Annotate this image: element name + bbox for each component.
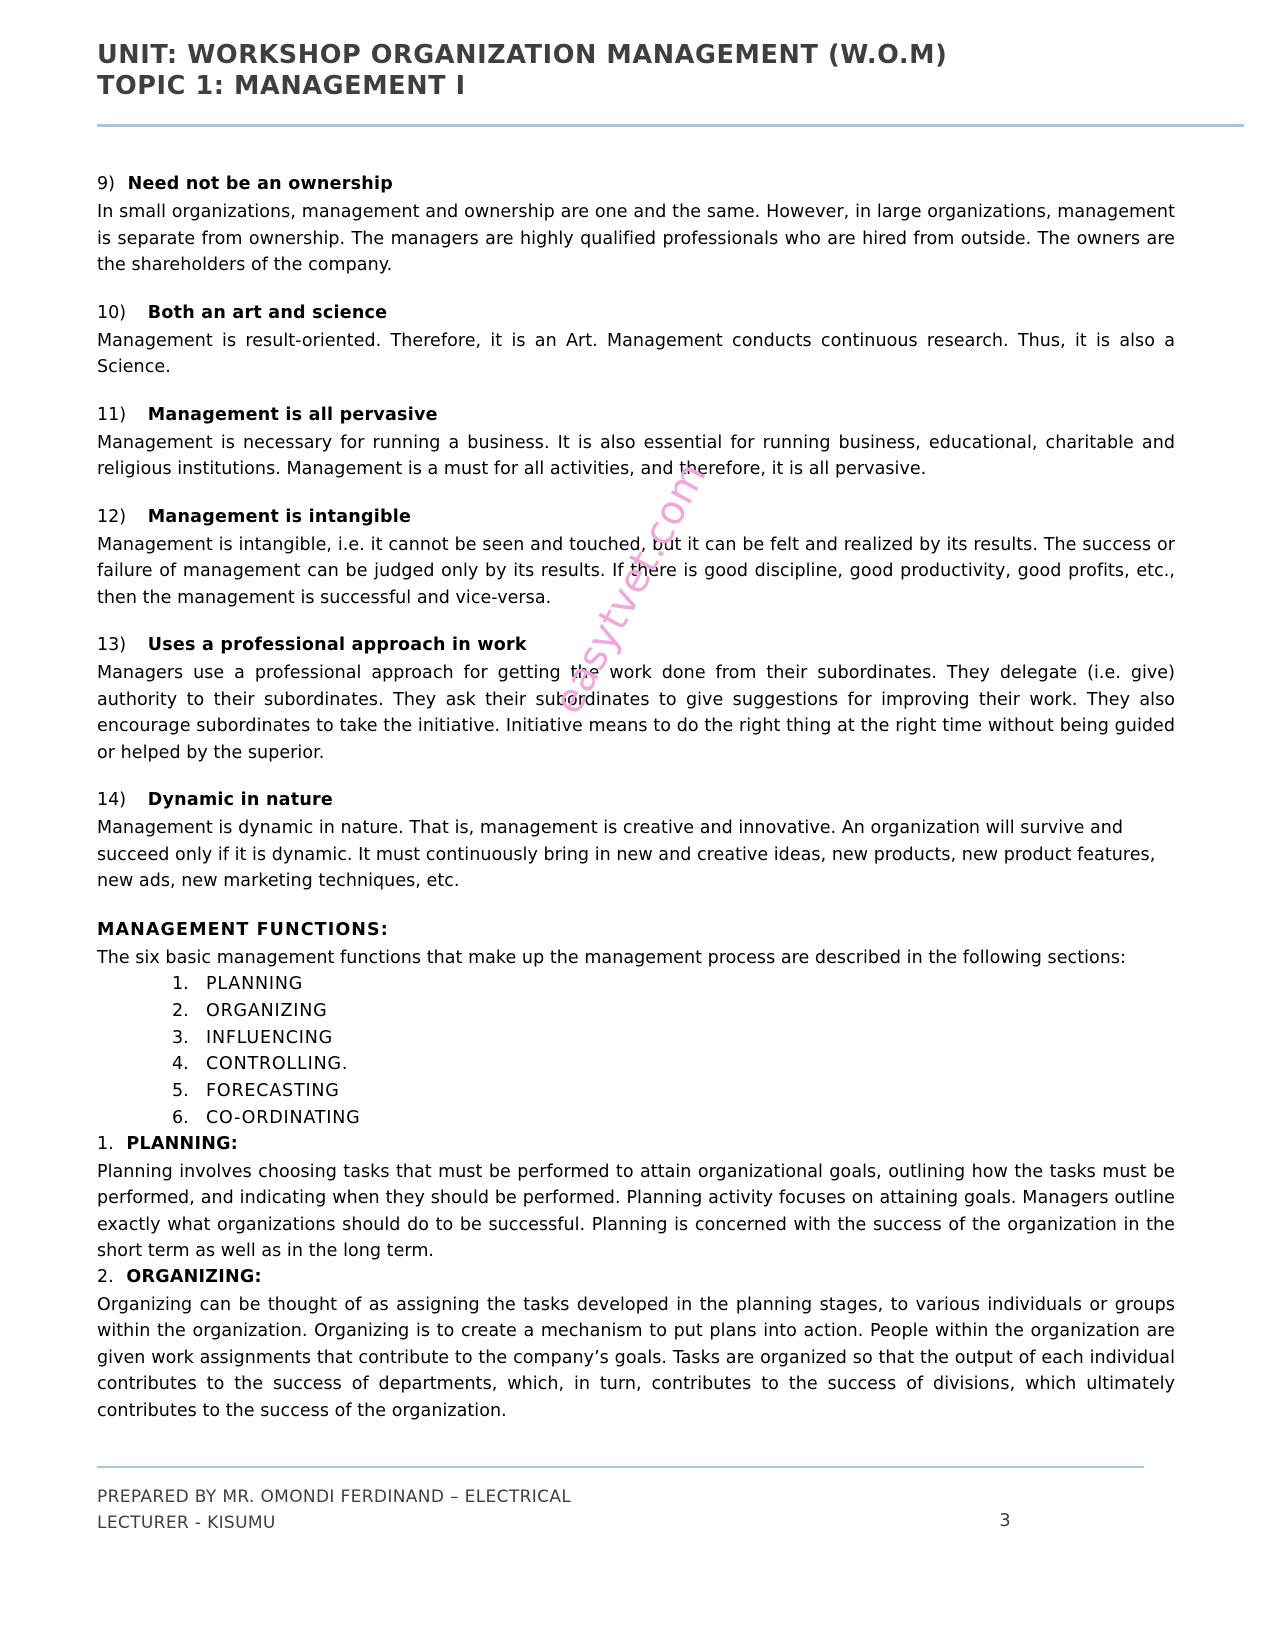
section-11-number: 11)	[97, 404, 127, 425]
detail-organizing-heading	[97, 1265, 1175, 1290]
section-14-gap	[126, 790, 148, 810]
list-item: INFLUENCING	[206, 1027, 333, 1048]
detail-section-planning	[97, 1132, 1175, 1265]
document-body	[97, 172, 1175, 1424]
section-11-heading	[97, 403, 1175, 428]
section-9	[97, 172, 1175, 279]
management-functions-heading: MANAGEMENT FUNCTIONS:	[97, 919, 389, 940]
section-12-number: 12)	[97, 506, 127, 527]
section-13-gap	[126, 635, 148, 655]
page-number: 3	[999, 1510, 1011, 1531]
management-functions-list	[97, 971, 1175, 1132]
section-9-title: Need not be an ownership	[127, 174, 393, 194]
section-10	[97, 301, 1175, 381]
section-9-gap	[115, 174, 128, 194]
section-12-gap	[126, 507, 148, 527]
section-11	[97, 403, 1175, 483]
detail-organizing-body: Organizing can be thought of as assigning the tasks developed in the planning stages, to various individuals or groups within the organization. Organizing is to create a mechanism to put plans into action. People within the organization are given work assignments that contribute to the company’s goals. Tasks are organized so that the output of each individual contributes to the success of departments, which, in turn, contributes to the success of divisions, which ultimately contributes to the success of the organization.	[97, 1294, 1175, 1421]
footer-line-1: PREPARED BY MR. OMONDI FERDINAND – ELECTRICAL	[97, 1487, 572, 1507]
section-11-body: Management is necessary for running a business. It is also essential for running business, educational, charitable and religious institutions. Management is a must for all activities, and therefore, it is all pervasive.	[97, 432, 1175, 479]
section-12-heading	[97, 505, 1175, 530]
detail-planning-title: PLANNING:	[126, 1133, 238, 1154]
section-10-number: 10)	[97, 302, 127, 323]
detail-section-organizing	[97, 1265, 1175, 1425]
detail-planning-body: Planning involves choosing tasks that must be performed to attain organizational goals, outlining how the tasks must be performed, and indicating when they should be performed. Planning activity focuses on attaining goals. Managers outline exactly what organizations should do to be successful. Planning is concerned with the success of the organization in the short term as well as in the long term.	[97, 1161, 1175, 1262]
list-item: CONTROLLING.	[206, 1054, 349, 1075]
section-9-heading	[97, 172, 1175, 197]
section-11-title: Management is all pervasive	[147, 404, 438, 425]
section-12	[97, 505, 1175, 612]
section-9-body: In small organizations, management and ownership are one and the same. However, in large organizations, management is separate from ownership. The managers are highly qualified professionals who are hired from outside. The owners are the shareholders of the company.	[97, 202, 1175, 275]
section-10-heading	[97, 301, 1175, 326]
section-13-body: Managers use a professional approach for getting the work done from their subordinates. They delegate (i.e. give) authority to their subordinates. They ask their subordinates to give suggestions for improving their work. They also encourage subordinates to take the initiative. Initiative means to do the right thing at the right time without being guided or helped by the superior.	[97, 663, 1175, 763]
detail-organizing-gap	[114, 1267, 127, 1287]
section-13	[97, 633, 1175, 766]
header-divider	[97, 124, 1244, 127]
section-10-body: Management is result-oriented. Therefore, it is an Art. Management conducts continuous research. Thus, it is also a Science.	[97, 330, 1175, 377]
list-item: CO-ORDINATING	[206, 1107, 361, 1128]
footer-divider	[97, 1466, 1144, 1468]
section-9-number: 9)	[97, 174, 115, 194]
list-item: FORECASTING	[206, 1081, 340, 1102]
section-14-body: Management is dynamic in nature. That is, management is creative and innovative. An organization will survive and succeed only if it is dynamic. It must continuously bring in new and creative ideas, new products, new product features, new ads, new marketing techniques, etc.	[97, 818, 1156, 891]
section-10-gap	[126, 303, 148, 323]
section-13-title: Uses a professional approach in work	[147, 635, 527, 655]
detail-planning-number: 1.	[97, 1133, 114, 1154]
section-11-gap	[126, 405, 148, 425]
detail-planning-heading	[97, 1132, 1175, 1157]
title-line-1: UNIT: WORKSHOP ORGANIZATION MANAGEMENT (W.O.M)	[97, 40, 948, 70]
title-line-2: TOPIC 1: MANAGEMENT I	[97, 71, 466, 101]
section-13-number: 13)	[97, 635, 127, 655]
footer-line-2: LECTURER - KISUMU	[97, 1513, 276, 1533]
section-12-title: Management is intangible	[147, 506, 412, 527]
page-title	[97, 40, 1244, 102]
detail-organizing-number: 2.	[97, 1266, 114, 1287]
section-14-title: Dynamic in nature	[147, 790, 334, 810]
management-functions-intro: The six basic management functions that make up the management process are described in the following sections:	[97, 947, 1127, 968]
detail-organizing-title: ORGANIZING:	[126, 1266, 262, 1287]
detail-planning-gap	[114, 1134, 127, 1154]
section-14	[97, 788, 1175, 895]
list-item: PLANNING	[206, 974, 304, 994]
section-10-title: Both an art and science	[147, 302, 388, 323]
easytvet-watermark: easytvet.com	[545, 455, 716, 722]
section-13-heading	[97, 633, 1175, 658]
list-item: ORGANIZING	[206, 1000, 328, 1021]
management-functions-block	[97, 917, 1175, 1132]
section-12-body: Management is intangible, i.e. it cannot be seen and touched, but it can be felt and realized by its results. The success or failure of management can be judged only by its results. If there is good discipline, good productivity, good profits, etc., then the management is successful and vice-versa.	[97, 534, 1175, 608]
section-14-number: 14)	[97, 790, 127, 810]
section-14-heading	[97, 788, 1175, 813]
